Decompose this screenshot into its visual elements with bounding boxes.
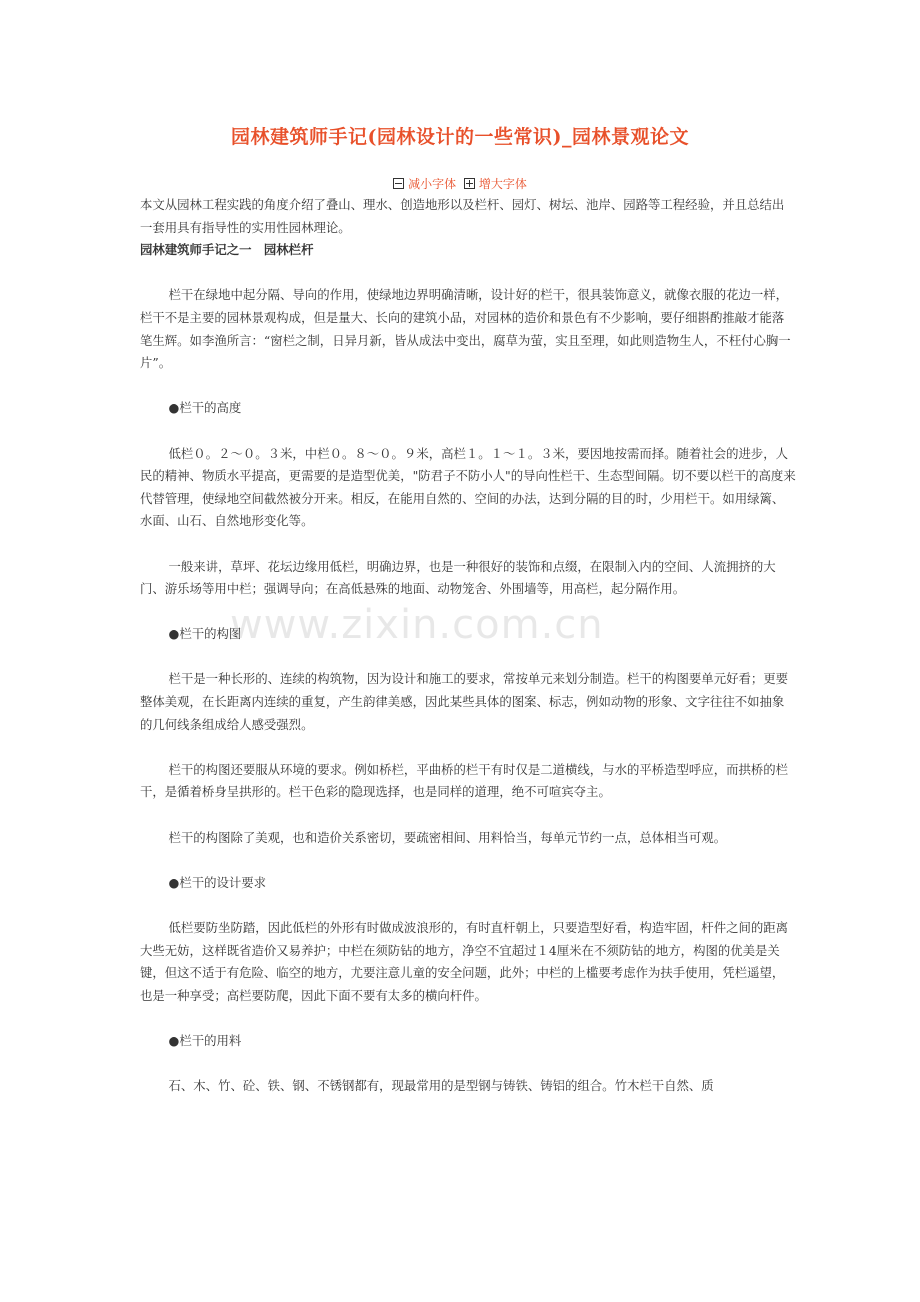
heading-railing-height: ●栏干的高度 [168, 400, 242, 416]
decrease-font-button[interactable] [393, 175, 456, 192]
plus-box-icon [464, 178, 475, 189]
paragraph-railing-role: 栏干在绿地中起分隔、导向的作用，使绿地边界明确清晰，设计好的栏干，很具装饰意义，就像衣服的花边一样，栏干不是主要的园林景观构成，但是量大、长向的建筑小品，对园林的造价和景色有不少影响，要仔细斟酌推敲才能落笔生辉。如李渔所言：“窗栏之制，日异月新，皆从成法中变出，腐草为萤，实且至理，如此则造物生人，不枉付心胸一片”。 [140, 287, 791, 371]
increase-font-label: 增大字体 [478, 177, 527, 191]
paragraph-railing-usage: 一般来讲，草坪、花坛边缘用低栏，明确边界，也是一种很好的装饰和点缀，在限制入内的空间、人流拥挤的大门、游乐场等用中栏；强调导向；在高低悬殊的地面、动物笼舍、外围墙等，用高栏，起分隔作用。 [140, 558, 776, 597]
intro-paragraph: 本文从园林工程实践的角度介绍了叠山、理水、创造地形以及栏杆、园灯、树坛、池岸、园路等工程经验，并且总结出一套用具有指导性的实用性园林理论。 [140, 197, 785, 235]
paragraph-composition-unit: 栏干是一种长形的、连续的构筑物，因为设计和施工的要求，常按单元来划分制造。栏干的构图要单元好看；更要整体美观，在长距离内连续的重复，产生韵律美感，因此某些具体的图案、标志，例如动物的形象、文字往往不如抽象的几何线条组成给人感受强烈。 [140, 671, 789, 732]
paragraph-design-requirements: 低栏要防坐防踏，因此低栏的外形有时做成波浪形的，有时直杆朝上，只要造型好看，构造牢固，杆件之间的距离大些无妨，这样既省造价又易养护；中栏在须防钻的地方，净空不宜超过１4厘米在不须防钻的地方，构图的优美是关键，但这不适于有危险、临空的地方，尤要注意儿童的安全问题，此外；中栏的上槛要考虑作为扶手使用，凭栏遥望，也是一种享受；高栏要防爬，因此下面不要有太多的横向杆件。 [140, 920, 789, 1003]
heading-design-requirements: ●栏干的设计要求 [168, 874, 267, 890]
heading-railing-composition: ●栏干的构图 [168, 626, 242, 642]
paragraph-railing-height: 低栏０。２～０。３米，中栏０。８～０。９米，高栏１。１～１。３米，要因地按需而择。随着社会的进步，人民的精神、物质水平提高，更需要的是造型优美，"防君子不防小人"的导向性栏干、生态型间隔。切不要以栏干的高度来代替管理，使绿地空间截然被分开来。相反，在能用自然的、空间的办法，达到分隔的目的时，少用栏干。如用绿篱、水面、山石、自然地形变化等。 [140, 445, 796, 529]
article-body [140, 194, 796, 1098]
paragraph-composition-environment: 栏干的构图还要服从环境的要求。例如桥栏，平曲桥的栏干有时仅是二道横线，与水的平桥造型呼应，而拱桥的栏干，是循着桥身呈拱形的。栏干色彩的隐现选择，也是同样的道理，绝不可喧宾夺主。 [140, 761, 789, 800]
minus-box-icon [393, 178, 404, 189]
decrease-font-label: 减小字体 [408, 177, 457, 191]
article-title: 园林建筑师手记(园林设计的一些常识)_园林景观论文 [231, 126, 689, 148]
section-heading: 园林建筑师手记之一 园林栏杆 [140, 242, 314, 258]
increase-font-button[interactable] [464, 175, 527, 192]
paragraph-composition-cost: 栏干的构图除了美观，也和造价关系密切，要疏密相间、用料恰当，每单元节约一点，总体相当可观。 [168, 829, 727, 845]
heading-railing-materials: ●栏干的用料 [168, 1032, 242, 1048]
font-size-controls [0, 175, 920, 192]
paragraph-railing-materials: 石、木、竹、砼、铁、钢、不锈钢都有，现最常用的是型钢与铸铁、铸铝的组合。竹木栏干自然、质 [168, 1078, 714, 1094]
watermark: www.zixin.com.cn [230, 602, 604, 648]
